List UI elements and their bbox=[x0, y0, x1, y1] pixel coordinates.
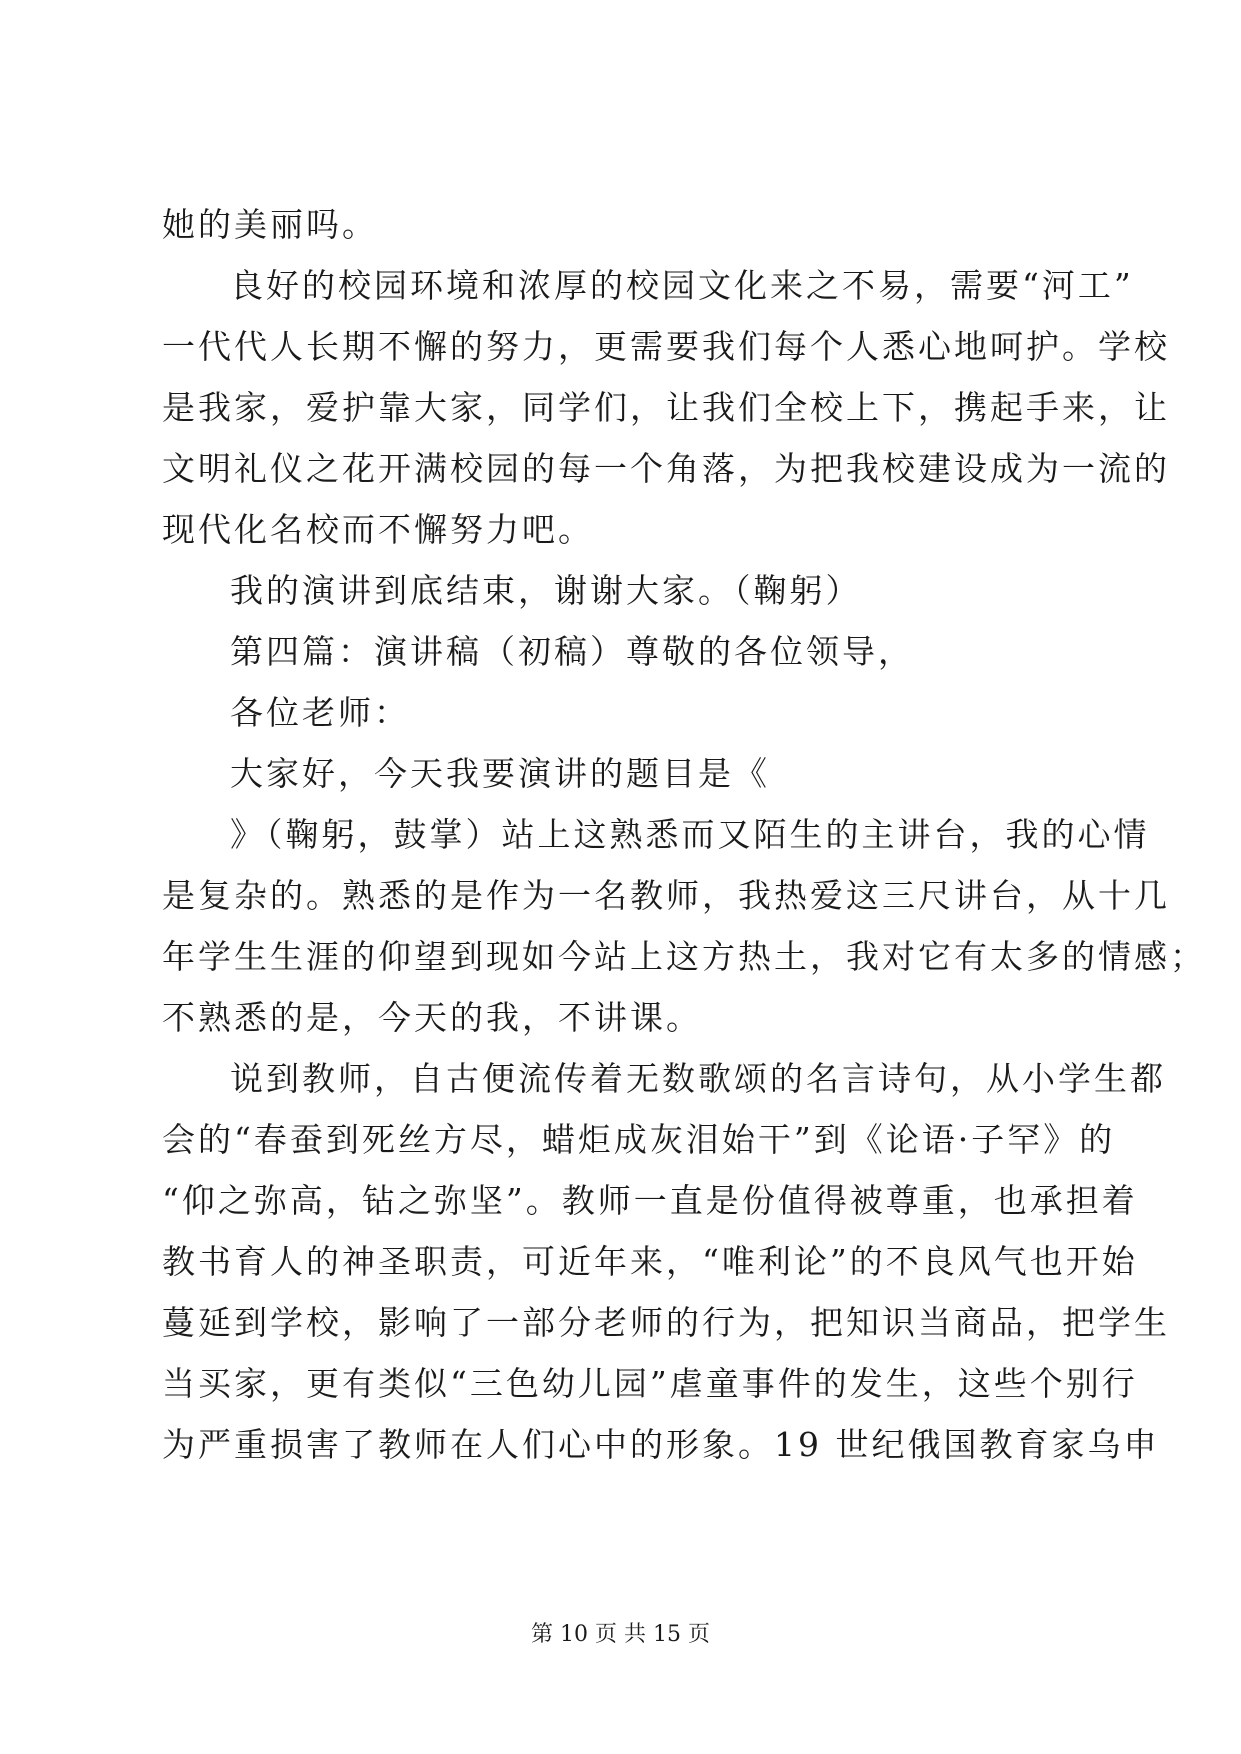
paragraph-line: 是复杂的。熟悉的是作为一名教师，我热爱这三尺讲台，从十几 bbox=[162, 876, 1170, 915]
paragraph-line: 大家好，今天我要演讲的题目是《 bbox=[230, 754, 770, 793]
section-heading-line: 第四篇：演讲稿（初稿）尊敬的各位领导， bbox=[230, 632, 914, 671]
paragraph-line: 一代代人长期不懈的努力，更需要我们每个人悉心地呵护。学校 bbox=[162, 327, 1170, 366]
paragraph-line: 说到教师，自古便流传着无数歌颂的名言诗句，从小学生都 bbox=[230, 1059, 1166, 1098]
document-body bbox=[162, 194, 1206, 1475]
paragraph-line: 当买家，更有类似“三色幼儿园”虐童事件的发生，这些个别行 bbox=[162, 1364, 1138, 1403]
paragraph-line: 年学生生涯的仰望到现如今站上这方热土，我对它有太多的情感； bbox=[162, 937, 1206, 976]
paragraph-line: 文明礼仪之花开满校园的每一个角落，为把我校建设成为一流的 bbox=[162, 449, 1170, 488]
paragraph-line: “仰之弥高，钻之弥坚”。教师一直是份值得被尊重，也承担着 bbox=[162, 1181, 1138, 1220]
paragraph-line: 各位老师： bbox=[230, 693, 410, 732]
paragraph-line: 教书育人的神圣职责，可近年来，“唯利论”的不良风气也开始 bbox=[162, 1242, 1138, 1281]
paragraph-line: 不熟悉的是，今天的我，不讲课。 bbox=[162, 998, 702, 1037]
paragraph-line: 她的美丽吗。 bbox=[162, 205, 378, 244]
page-number: 第 10 页 共 15 页 bbox=[531, 1622, 710, 1647]
paragraph-line: 现代化名校而不懈努力吧。 bbox=[162, 510, 594, 549]
paragraph-line: 我的演讲到底结束，谢谢大家。（鞠躬） bbox=[230, 571, 862, 610]
paragraph-line: 》（鞠躬，鼓掌）站上这熟悉而又陌生的主讲台，我的心情 bbox=[230, 815, 1150, 854]
paragraph-line: 蔓延到学校，影响了一部分老师的行为，把知识当商品，把学生 bbox=[162, 1303, 1170, 1342]
paragraph-line: 良好的校园环境和浓厚的校园文化来之不易，需要“河工” bbox=[230, 266, 1134, 305]
paragraph-line: 是我家，爱护靠大家，同学们，让我们全校上下，携起手来，让 bbox=[162, 388, 1170, 427]
paragraph-line: 为严重损害了教师在人们心中的形象。19 世纪俄国教育家乌申 bbox=[162, 1425, 1160, 1464]
paragraph-line: 会的“春蚕到死丝方尽，蜡炬成灰泪始干”到《论语·子罕》的 bbox=[162, 1120, 1116, 1159]
